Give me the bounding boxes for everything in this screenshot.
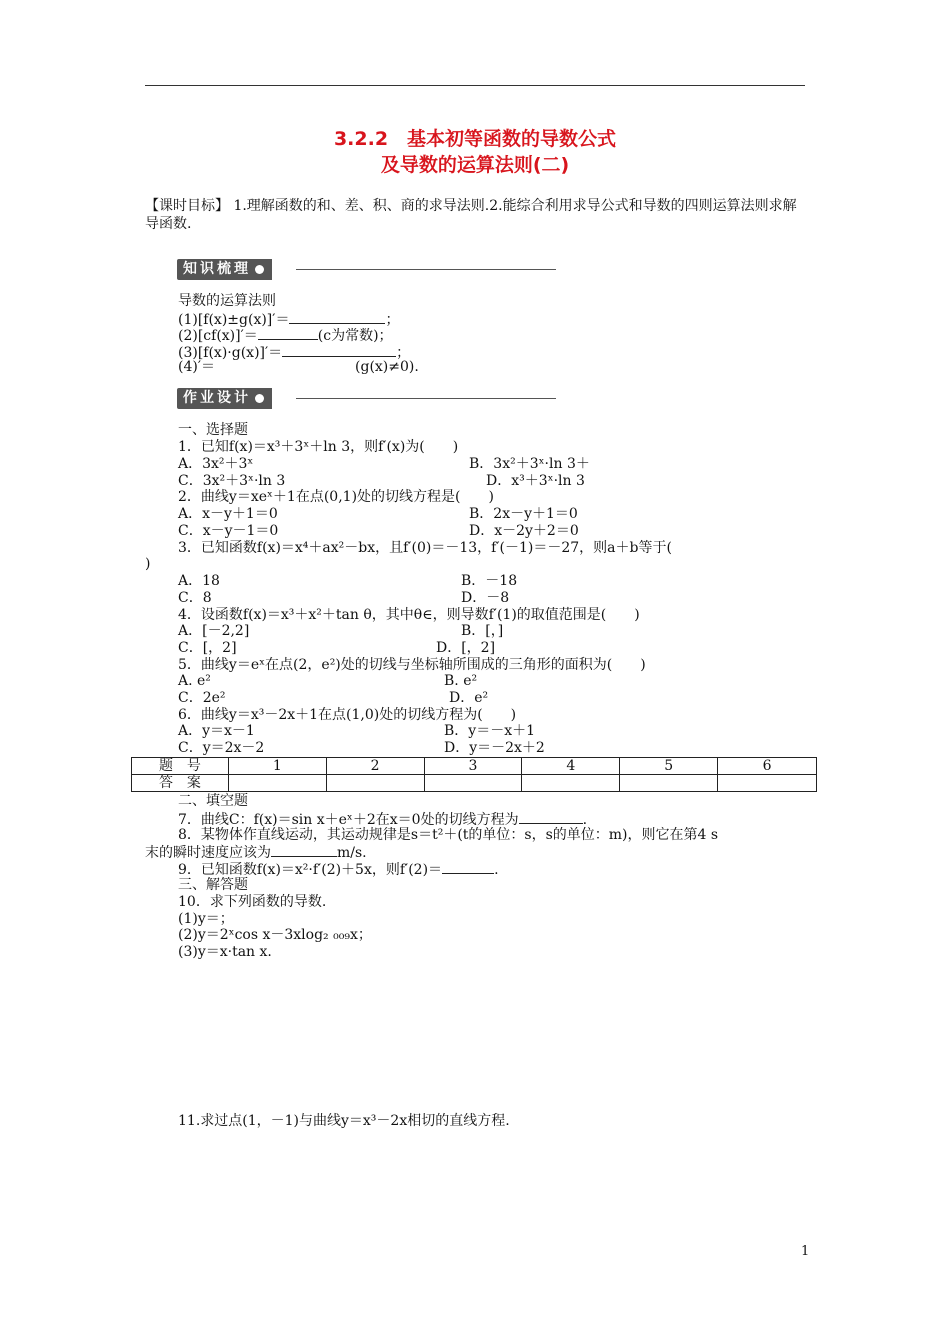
rule-2: (2)[cf(x)]′＝ (c为常数)； <box>178 328 393 344</box>
option-2c: C．x－y－1＝0 <box>178 523 279 539</box>
option-3d: D．－8 <box>461 590 510 606</box>
section-knowledge <box>177 259 272 280</box>
answer-cell[interactable] <box>620 775 718 792</box>
option-3c: C．8 <box>178 590 212 606</box>
table-row-label: 题 号 <box>132 758 229 775</box>
question-number: 5 <box>620 758 718 775</box>
rule-4: (4)′＝ (g(x)≠0). <box>178 359 419 375</box>
option-6a: A．y＝x－1 <box>178 723 255 739</box>
answer-cell[interactable] <box>424 775 522 792</box>
option-5b: B. e² <box>444 673 478 689</box>
question-2: 2．曲线y＝xeˣ＋1在点(0,1)处的切线方程是( ) <box>178 489 494 505</box>
answer-cell[interactable] <box>718 775 817 792</box>
rules-heading: 导数的运算法则 <box>178 293 276 309</box>
answer-table <box>131 757 817 792</box>
question-4: 4．设函数f(x)＝x³＋x²＋tan θ，其中θ∈，则导数f′(1)的取值范围是( ) <box>178 607 640 623</box>
option-4d: D．[，2] <box>436 640 496 656</box>
title-line-1: 3.2.2 基本初等函数的导数公式 <box>333 128 617 150</box>
objectives <box>145 197 807 233</box>
question-number: 2 <box>326 758 424 775</box>
question-10: 10．求下列函数的导数. <box>178 894 327 910</box>
question-11: 11.求过点(1，－1)与曲线y＝x³－2x相切的直线方程. <box>178 1113 510 1129</box>
page-number: 1 <box>801 1244 810 1259</box>
question-5: 5．曲线y＝eˣ在点(2，e²)处的切线与坐标轴所围成的三角形的面积为( ) <box>178 657 646 673</box>
question-1: 1．已知f(x)＝x³＋3ˣ＋ln 3，则f′(x)为( ) <box>178 439 459 455</box>
answer-blank[interactable] <box>519 810 583 824</box>
option-2b: B．2x－y＋1＝0 <box>469 506 578 522</box>
question-number: 1 <box>228 758 326 775</box>
section-homework <box>177 388 272 409</box>
option-6c: C．y＝2x－2 <box>178 740 265 756</box>
choice-heading: 一、选择题 <box>178 422 248 438</box>
question-10-part-3: (3)y＝x·tan x. <box>178 944 272 960</box>
option-1b: B．3x²＋3ˣ·ln 3＋ <box>469 456 590 472</box>
question-number: 6 <box>718 758 817 775</box>
option-5d: D．e² <box>449 690 489 706</box>
section-homework-label: 作业设计 <box>183 390 251 406</box>
question-10-part-1: (1)y＝； <box>178 911 234 927</box>
question-8-cont: 末的瞬时速度应该为 m/s. <box>145 845 367 861</box>
blank <box>258 326 318 340</box>
bullet-icon <box>255 265 264 274</box>
table-row <box>132 775 817 792</box>
question-3-cont: ) <box>145 556 151 572</box>
objectives-label: 【课时目标】 <box>145 198 229 214</box>
rule-3: (3)[f(x)·g(x)]′＝ ； <box>178 345 411 361</box>
section-rule <box>296 269 556 270</box>
rule-1: (1)[f(x)±g(x)]′＝ ； <box>178 312 400 328</box>
option-4a: A．[－2,2] <box>178 623 250 639</box>
option-4c: C．[，2] <box>178 640 237 656</box>
option-3b: B．－18 <box>461 573 518 589</box>
answer-blank[interactable] <box>442 860 494 874</box>
blank <box>282 343 396 357</box>
option-5a: A. e² <box>178 673 211 689</box>
question-9: 9．已知函数f(x)＝x²·f′(2)＋5x，则f′(2)＝ . <box>178 862 499 878</box>
question-3: 3．已知函数f(x)＝x⁴＋ax²－bx，且f′(0)＝－13，f′(－1)＝－27，则a＋b等于( <box>178 540 672 556</box>
solve-heading: 三、解答题 <box>178 877 248 893</box>
question-number: 4 <box>522 758 620 775</box>
section-rule <box>296 398 556 399</box>
section-knowledge-label: 知识梳理 <box>183 261 251 277</box>
answer-cell[interactable] <box>326 775 424 792</box>
option-1d: D．x³＋3ˣ·ln 3 <box>486 473 585 489</box>
option-1a: A．3x²＋3ˣ <box>178 456 254 472</box>
fill-heading: 二、填空题 <box>178 793 248 809</box>
title-line-2: 及导数的运算法则(二) <box>380 154 570 176</box>
question-7: 7．曲线C：f(x)＝sin x＋eˣ＋2在x＝0处的切线方程为 . <box>178 812 588 828</box>
top-rule <box>145 85 805 86</box>
bullet-icon <box>255 394 264 403</box>
table-row-label: 答 案 <box>132 775 229 792</box>
question-8: 8．某物体作直线运动，其运动规律是s＝t²＋(t的单位：s，s的单位：m)，则它在第4 s <box>178 827 719 843</box>
answer-blank[interactable] <box>271 843 337 857</box>
option-2d: D．x－2y＋2＝0 <box>469 523 579 539</box>
objectives-text: 1.理解函数的和、差、积、商的求导法则.2.能综合利用求导公式和导数的四则运算法则求解导函数. <box>145 198 797 232</box>
answer-cell[interactable] <box>228 775 326 792</box>
question-10-part-2: (2)y＝2ˣcos x－3xlog₂ ₀₀₉x； <box>178 927 372 943</box>
option-5c: C．2e² <box>178 690 226 706</box>
answer-cell[interactable] <box>522 775 620 792</box>
option-6b: B．y＝－x＋1 <box>444 723 535 739</box>
option-6d: D．y＝－2x＋2 <box>444 740 545 756</box>
option-4b: B．[，] <box>461 623 504 639</box>
question-6: 6．曲线y＝x³－2x＋1在点(1,0)处的切线方程为( ) <box>178 707 517 723</box>
blank <box>289 310 385 324</box>
option-1c: C．3x²＋3ˣ·ln 3 <box>178 473 286 489</box>
table-row <box>132 758 817 775</box>
question-number: 3 <box>424 758 522 775</box>
option-2a: A．x－y＋1＝0 <box>178 506 278 522</box>
option-3a: A．18 <box>178 573 220 589</box>
